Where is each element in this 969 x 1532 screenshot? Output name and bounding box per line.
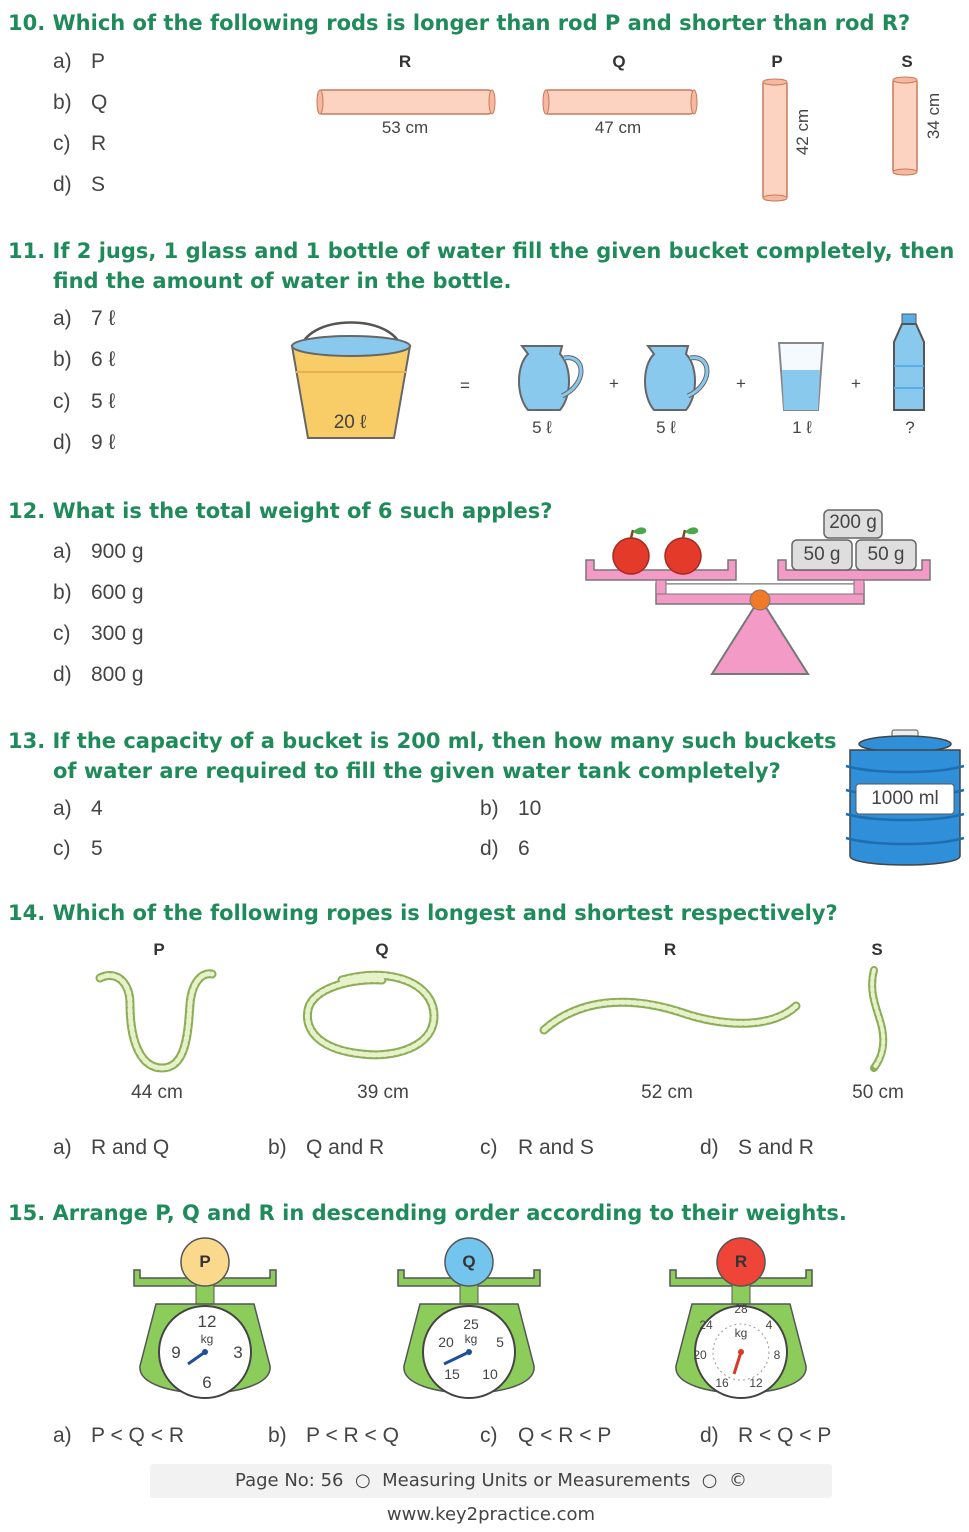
question-text-line1: If the capacity of a bucket is 200 ml, then how many such buckets bbox=[52, 729, 837, 753]
option-a[interactable]: a) 7 ℓ bbox=[53, 307, 116, 330]
jug-icon bbox=[642, 340, 714, 414]
option-a[interactable]: a) 900 g bbox=[53, 540, 144, 563]
rod-r-length: 53 cm bbox=[381, 118, 429, 137]
option-a[interactable]: a) P < Q < R bbox=[53, 1424, 184, 1447]
question-13 bbox=[8, 726, 837, 786]
scale-r-unit: kg bbox=[734, 1326, 748, 1340]
scale-q-unit: kg bbox=[464, 1332, 478, 1346]
bucket-capacity: 20 ℓ bbox=[333, 412, 367, 433]
question-10 bbox=[8, 8, 910, 38]
jug-1-amount: 5 ℓ bbox=[532, 418, 552, 437]
rope-r bbox=[540, 992, 802, 1038]
tank-capacity: 1000 ml bbox=[871, 788, 939, 809]
scale-p-unit: kg bbox=[200, 1332, 214, 1346]
question-11 bbox=[8, 236, 954, 296]
scale-r-tick: 28 bbox=[734, 1302, 748, 1316]
option-b[interactable]: b) Q and R bbox=[268, 1136, 385, 1159]
plus-sign: + bbox=[851, 374, 861, 393]
page-number: Page No: 56 bbox=[235, 1470, 344, 1491]
rod-q-length: 47 cm bbox=[594, 118, 642, 137]
scale-q-tick: 10 bbox=[482, 1366, 498, 1382]
weight-200g: 200 g bbox=[829, 512, 877, 533]
rod-q-name: Q bbox=[612, 52, 626, 71]
rod-p-name: P bbox=[771, 52, 783, 71]
scale-p-tick: 6 bbox=[202, 1373, 212, 1392]
footer-site-link[interactable]: © www.key2practice.com bbox=[386, 1470, 747, 1525]
scale-r-tick: 4 bbox=[765, 1318, 773, 1332]
option-d[interactable]: d) S and R bbox=[700, 1136, 814, 1159]
rod-p bbox=[760, 78, 792, 204]
question-text: Which of the following rods is longer than rod P and shorter than rod R? bbox=[52, 11, 911, 35]
scale-r-tick: 8 bbox=[773, 1348, 781, 1362]
option-a[interactable]: a) P bbox=[53, 50, 106, 73]
option-d[interactable]: d) 6 bbox=[480, 837, 530, 860]
plus-sign: + bbox=[609, 374, 619, 393]
rope-p-name: P bbox=[153, 940, 165, 959]
scale-q-tick: 25 bbox=[463, 1316, 479, 1332]
option-c[interactable]: c) R and S bbox=[480, 1136, 594, 1159]
rope-s bbox=[860, 964, 890, 1074]
option-c[interactable]: c) 5 ℓ bbox=[53, 390, 116, 413]
option-c[interactable]: c) Q < R < P bbox=[480, 1424, 612, 1447]
rope-r-length: 52 cm bbox=[641, 1082, 693, 1103]
scale-r-tick: 24 bbox=[699, 1318, 713, 1332]
question-15 bbox=[8, 1198, 847, 1228]
question-text-line1: If 2 jugs, 1 glass and 1 bottle of water fill the given bucket completely, then bbox=[52, 239, 955, 263]
question-number: 14. bbox=[8, 901, 46, 925]
option-c[interactable]: c) R bbox=[53, 132, 107, 155]
question-number: 11. bbox=[8, 239, 46, 263]
option-b[interactable]: b) P < R < Q bbox=[268, 1424, 399, 1447]
rope-q bbox=[302, 966, 438, 1064]
rope-s-length: 50 cm bbox=[852, 1082, 904, 1103]
question-text: Which of the following ropes is longest and shortest respectively? bbox=[52, 901, 838, 925]
question-number: 10. bbox=[8, 11, 46, 35]
option-b[interactable]: b) Q bbox=[53, 91, 108, 114]
question-number: 15. bbox=[8, 1201, 46, 1225]
question-text-line2: of water are required to fill the given water tank completely? bbox=[53, 759, 781, 783]
plus-sign: + bbox=[736, 374, 746, 393]
question-14 bbox=[8, 898, 838, 928]
glass-icon bbox=[776, 340, 826, 414]
rope-q-name: Q bbox=[375, 940, 389, 959]
equals-sign: = bbox=[460, 376, 470, 395]
question-12 bbox=[8, 496, 552, 526]
footer-separator: ○ bbox=[701, 1470, 718, 1491]
scale-q-name: Q bbox=[462, 1252, 476, 1271]
bottle-amount: ? bbox=[905, 418, 915, 437]
rod-p-length: 42 cm bbox=[793, 108, 812, 156]
page-footer bbox=[150, 1464, 832, 1525]
rope-s-name: S bbox=[871, 940, 883, 959]
option-b[interactable]: b) 600 g bbox=[53, 581, 144, 604]
question-number: 13. bbox=[8, 729, 46, 753]
scale-r-tick: 16 bbox=[715, 1376, 729, 1390]
scale-p-tick: 12 bbox=[197, 1312, 217, 1331]
question-number: 12. bbox=[8, 499, 46, 523]
option-a[interactable]: a) R and Q bbox=[53, 1136, 170, 1159]
option-d[interactable]: d) S bbox=[53, 173, 106, 196]
scale-r-tick: 20 bbox=[693, 1348, 707, 1362]
scale-p-tick: 9 bbox=[171, 1343, 181, 1362]
rope-r-name: R bbox=[663, 940, 677, 959]
jug-2-amount: 5 ℓ bbox=[656, 418, 676, 437]
scale-p-name: P bbox=[199, 1252, 211, 1271]
glass-amount: 1 ℓ bbox=[792, 418, 812, 437]
rope-p bbox=[96, 964, 216, 1074]
rod-s-name: S bbox=[901, 52, 913, 71]
option-c[interactable]: c) 300 g bbox=[53, 622, 144, 645]
option-d[interactable]: d) R < Q < P bbox=[700, 1424, 832, 1447]
scale-q-tick: 15 bbox=[444, 1366, 460, 1382]
option-b[interactable]: b) 10 bbox=[480, 797, 542, 820]
option-d[interactable]: d) 9 ℓ bbox=[53, 431, 116, 454]
question-text-line2: find the amount of water in the bottle. bbox=[53, 269, 512, 293]
question-text: Arrange P, Q and R in descending order according to their weights. bbox=[52, 1201, 847, 1225]
weight-50g-1: 50 g bbox=[803, 544, 841, 565]
rod-s bbox=[890, 76, 922, 178]
scale-q-tick: 5 bbox=[496, 1334, 504, 1350]
scale-r-tick: 12 bbox=[749, 1376, 763, 1390]
rod-r bbox=[316, 88, 496, 116]
option-a[interactable]: a) 4 bbox=[53, 797, 103, 820]
rope-q-length: 39 cm bbox=[357, 1082, 409, 1103]
scale-q-tick: 20 bbox=[438, 1334, 454, 1350]
scale-r-name: R bbox=[734, 1252, 748, 1271]
rod-q bbox=[542, 88, 698, 116]
rod-r-name: R bbox=[398, 52, 412, 71]
weight-50g-2: 50 g bbox=[867, 544, 905, 565]
option-c[interactable]: c) 5 bbox=[53, 837, 103, 860]
jug-icon bbox=[516, 340, 588, 414]
footer-topic: Measuring Units or Measurements bbox=[382, 1470, 691, 1491]
footer-separator: ○ bbox=[354, 1470, 371, 1491]
bottle-icon bbox=[890, 312, 928, 414]
option-b[interactable]: b) 6 ℓ bbox=[53, 348, 116, 371]
rope-p-length: 44 cm bbox=[131, 1082, 183, 1103]
scale-p-tick: 3 bbox=[233, 1343, 243, 1362]
question-text: What is the total weight of 6 such apples? bbox=[52, 499, 553, 523]
option-d[interactable]: d) 800 g bbox=[53, 663, 144, 686]
rod-s-length: 34 cm bbox=[924, 92, 943, 140]
